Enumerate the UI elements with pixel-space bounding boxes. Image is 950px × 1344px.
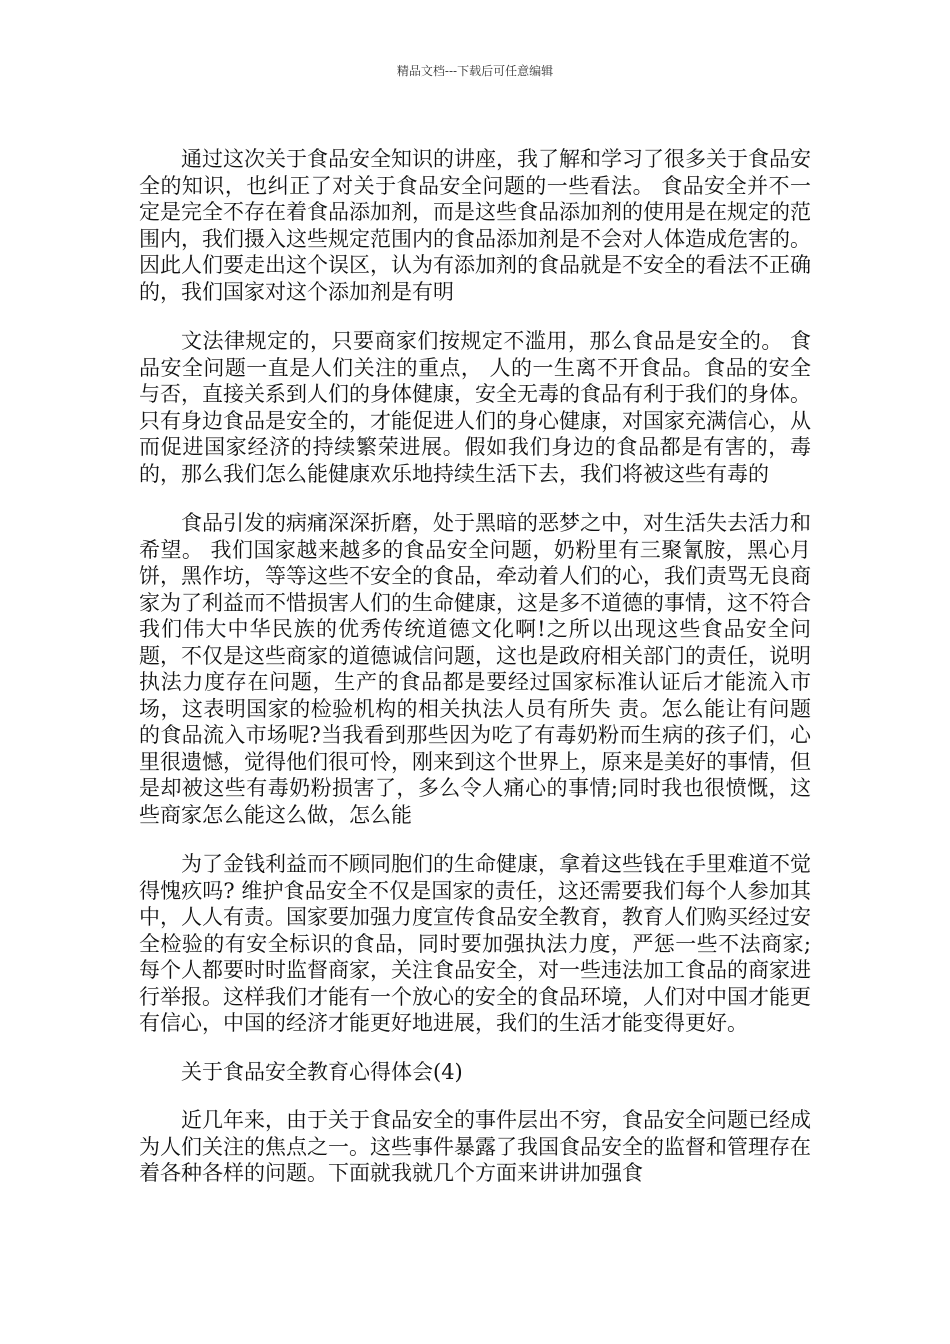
header-note: 精品文档---下载后可任意编辑 (396, 64, 554, 78)
paragraph-4: 为了金钱利益而不顾同胞们的生命健康，拿着这些钱在手里难道不觉得愧疚吗? 维护食品安全不仅是国家的责任，这还需要我们每个人参加其中，人人有责。国家要加强力度宣传食品安全教育，教育人们购买经过安全检验的有安全标识的食品，同时要加强执法力度，严惩一些不法商家;每个人都要时时监督商家，关注食品安全，对一些违法加工食品的商家进行举报。这样我们才能有一个放心的安全的食品环境，人们对中国才能更有信心，中国的经济才能更好地进展，我们的生活才能变得更好。 (139, 852, 811, 1035)
paragraph-5: 近几年来，由于关于食品安全的事件层出不穷，食品安全问题已经成为人们关注的焦点之一。这些事件暴露了我国食品安全的监督和管理存在着各种各样的问题。下面就我就几个方面来讲讲加强食 (139, 1108, 811, 1185)
document-body (139, 146, 811, 1187)
paragraph-3: 食品引发的病痛深深折磨，处于黑暗的恶梦之中，对生活失去活力和希望。 我们国家越来越多的食品安全问题，奶粉里有三聚氰胺，黑心月饼，黑作坊，等等这些不安全的食品，牵动着人们的心，我们责骂无良商家为了利益而不惜损害人们的生命健康，这是多不道德的事情，这不符合我们伟大中华民族的优秀传统道德文化啊!之所以出现这些食品安全问题，不仅是这些商家的道德诚信问题，这也是政府相关部门的责任，说明执法力度存在问题，生产的食品都是要经过国家标准认证后才能流入市场，这表明国家的检验机构的相关执法人员有所失 责。怎么能让有问题的食品流入市场呢?当我看到那些因为吃了有毒奶粉而生病的孩子们，心里很遗憾，觉得他们很可怜，刚来到这个世界上，原来是美好的事情，但是却被这些有毒奶粉损害了，多么令人痛心的事情;同时我也很愤慨，这些商家怎么能这么做，怎么能 (139, 511, 811, 827)
section-heading: 关于食品安全教育心得体会(4) (181, 1059, 463, 1084)
paragraph-2: 文法律规定的，只要商家们按规定不滥用，那么食品是安全的。 食品安全问题一直是人们关注的重点， 人的一生离不开食品。食品的安全与否，直接关系到人们的身体健康，安全无毒的食品有利于我们的身体。只有身边食品是安全的，才能促进人们的身心健康，对国家充满信心，从而促进国家经济的持续繁荣进展。假如我们身边的食品都是有害的，毒的，那么我们怎么能健康欢乐地持续生活下去，我们将被这些有毒的 (139, 329, 811, 486)
paragraph-1: 通过这次关于食品安全知识的讲座，我了解和学习了很多关于食品安全的知识，也纠正了对关于食品安全问题的一些看法。 食品安全并不一定是完全不存在着食品添加剂，而是这些食品添加剂的使用是在规定的范围内，我们摄入这些规定范围内的食品添加剂是不会对人体造成危害的。因此人们要走出这个误区，认为有添加剂的食品就是不安全的看法不正确的，我们国家对这个添加剂是有明 (139, 147, 811, 304)
